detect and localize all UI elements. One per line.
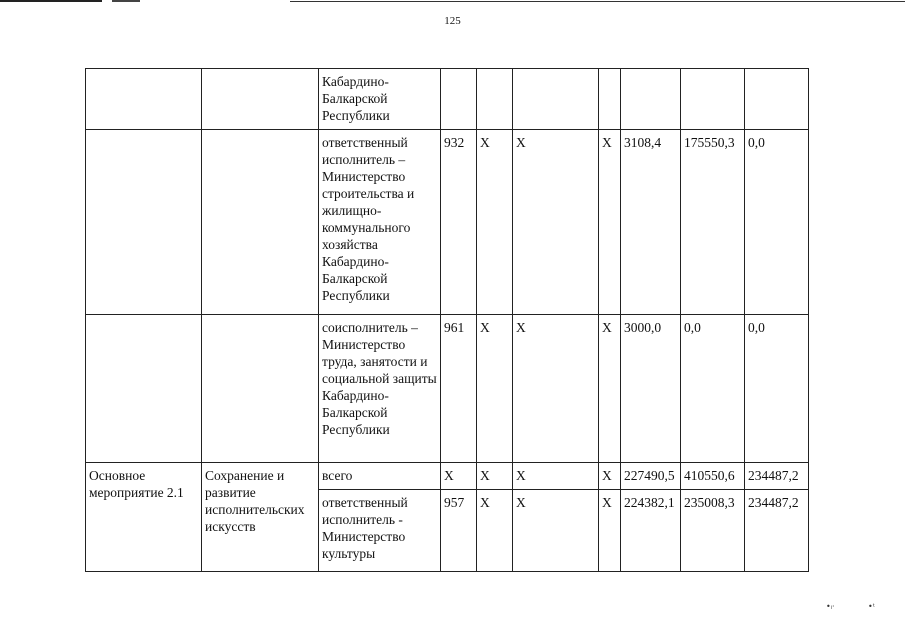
- grbs-cell: [441, 69, 477, 130]
- event-cell: [86, 69, 202, 130]
- grbs-cell: 957: [441, 490, 477, 572]
- csr-cell: X: [513, 463, 599, 490]
- rzpr-cell: [477, 69, 513, 130]
- event-cell: Основное мероприятие 2.1: [86, 463, 202, 572]
- csr-cell: X: [513, 490, 599, 572]
- value-cell: 3000,0: [621, 315, 681, 463]
- value-cell: 175550,3: [681, 130, 745, 315]
- table-row: [86, 315, 809, 463]
- rzpr-cell: X: [477, 463, 513, 490]
- budget-table: [85, 68, 809, 572]
- scan-artifact-mark: [112, 0, 140, 2]
- value-cell: [681, 69, 745, 130]
- csr-cell: X: [513, 315, 599, 463]
- name-cell: [202, 69, 319, 130]
- event-cell: [86, 315, 202, 463]
- value-cell: [621, 69, 681, 130]
- value-cell: 3108,4: [621, 130, 681, 315]
- vr-cell: X: [599, 315, 621, 463]
- table-row: [86, 69, 809, 130]
- executor-cell: ответственный исполнитель - Министерство культуры: [319, 490, 441, 572]
- vr-cell: X: [599, 130, 621, 315]
- name-cell: Сохранение и развитие исполнительских искусств: [202, 463, 319, 572]
- name-cell: [202, 315, 319, 463]
- table-row: [86, 130, 809, 315]
- value-cell: 0,0: [745, 130, 809, 315]
- executor-cell: соисполнитель – Министерство труда, занятости и социальной защиты Кабардино-Балкарской Республики: [319, 315, 441, 463]
- value-cell: 227490,5: [621, 463, 681, 490]
- value-cell: 0,0: [681, 315, 745, 463]
- executor-cell: ответственный исполнитель – Министерство строительства и жилищно-коммунального хозяйства Кабардино-Балкарской Республики: [319, 130, 441, 315]
- executor-cell: Кабардино-Балкарской Республики: [319, 69, 441, 130]
- value-cell: 235008,3: [681, 490, 745, 572]
- value-cell: 224382,1: [621, 490, 681, 572]
- vr-cell: X: [599, 463, 621, 490]
- scan-artifact-mark: •ᵗ: [868, 602, 876, 611]
- event-cell: [86, 130, 202, 315]
- grbs-cell: 961: [441, 315, 477, 463]
- value-cell: 234487,2: [745, 490, 809, 572]
- csr-cell: [513, 69, 599, 130]
- value-cell: [745, 69, 809, 130]
- value-cell: 0,0: [745, 315, 809, 463]
- table-row: [86, 463, 809, 490]
- value-cell: 234487,2: [745, 463, 809, 490]
- scan-artifact-line: [0, 0, 102, 2]
- rzpr-cell: X: [477, 490, 513, 572]
- rzpr-cell: X: [477, 130, 513, 315]
- name-cell: [202, 130, 319, 315]
- csr-cell: X: [513, 130, 599, 315]
- grbs-cell: 932: [441, 130, 477, 315]
- grbs-cell: X: [441, 463, 477, 490]
- vr-cell: [599, 69, 621, 130]
- page-number: 125: [444, 15, 461, 27]
- scan-artifact-mark: •ₗ·: [826, 602, 835, 611]
- value-cell: 410550,6: [681, 463, 745, 490]
- executor-cell: всего: [319, 463, 441, 490]
- rzpr-cell: X: [477, 315, 513, 463]
- vr-cell: X: [599, 490, 621, 572]
- scan-artifact-line-right: [290, 1, 905, 2]
